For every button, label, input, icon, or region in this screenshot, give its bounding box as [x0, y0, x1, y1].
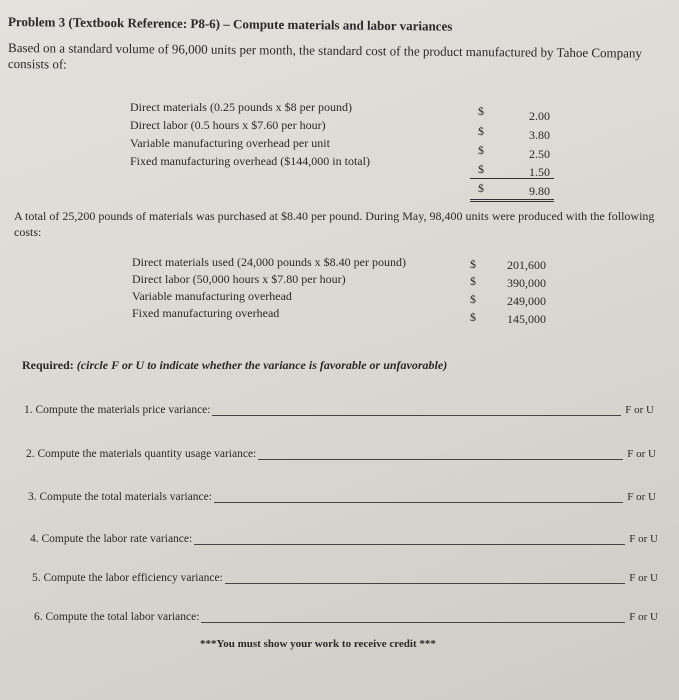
question-row: [26, 448, 656, 460]
std-total-amount: 9.80: [529, 184, 550, 198]
intro-text: Based on a standard volume of 96,000 units per month, the standard cost of the product manufactured by Tahoe Company consists of:: [7, 40, 643, 72]
act-row-label: Fixed manufacturing overhead: [132, 306, 280, 320]
question-number: 4.: [30, 533, 39, 545]
std-row-amount: 2.00: [529, 109, 550, 123]
question-number: 2.: [26, 448, 35, 460]
favorable-unfavorable-choice[interactable]: F or U: [627, 491, 656, 503]
question-number: 6.: [34, 611, 43, 623]
std-row-label: Variable manufacturing overhead per unit: [130, 136, 330, 150]
act-row-dollar: $: [470, 274, 476, 288]
question-number: 3.: [28, 491, 37, 503]
question-number: 5.: [32, 572, 41, 584]
act-row-label: Direct labor (50,000 hours x $7.80 per hour): [132, 272, 346, 286]
act-row-dollar: $: [470, 292, 476, 306]
required-label: Required:: [22, 358, 74, 372]
std-row-dollar: $: [478, 162, 484, 176]
question-text: Compute the materials price variance:: [35, 404, 211, 416]
question-row: [28, 491, 656, 503]
favorable-unfavorable-choice[interactable]: F or U: [627, 448, 656, 460]
act-row-dollar: $: [470, 310, 476, 324]
act-row-amount: 390,000: [507, 276, 546, 290]
act-row-amount: 201,600: [507, 258, 546, 272]
std-row-dollar: $: [478, 124, 484, 138]
std-row-label: Direct materials (0.25 pounds x $8 per pound): [130, 100, 352, 114]
required-instructions: [22, 358, 447, 373]
question-row: [24, 404, 654, 416]
question-row: [30, 533, 658, 545]
question-number: 1.: [24, 404, 33, 416]
total-double-rule: [470, 199, 554, 202]
act-row-amount: 249,000: [507, 294, 546, 308]
std-row-amount: 2.50: [529, 147, 550, 161]
subtotal-rule: [470, 178, 554, 179]
act-row-dollar: $: [470, 257, 476, 271]
answer-line[interactable]: [214, 492, 623, 503]
question-row: [32, 572, 658, 584]
favorable-unfavorable-choice[interactable]: F or U: [629, 533, 658, 545]
answer-line[interactable]: [225, 573, 626, 584]
answer-line[interactable]: [201, 612, 625, 623]
act-row-amount: 145,000: [507, 312, 546, 326]
question-row: [34, 611, 658, 623]
act-row-label: Direct materials used (24,000 pounds x $8.40 per pound): [132, 255, 406, 269]
favorable-unfavorable-choice[interactable]: F or U: [629, 572, 658, 584]
std-row-amount: 3.80: [529, 128, 550, 142]
question-text: Compute the labor rate variance:: [41, 533, 193, 545]
answer-line[interactable]: [258, 449, 623, 460]
question-text: Compute the materials quantity usage variance:: [37, 448, 257, 460]
std-row-dollar: $: [478, 143, 484, 157]
std-row-dollar: $: [478, 104, 484, 118]
favorable-unfavorable-choice[interactable]: F or U: [625, 404, 654, 416]
answer-line[interactable]: [194, 534, 625, 545]
question-text: Compute the total materials variance:: [39, 491, 212, 503]
problem-title: Problem 3 (Textbook Reference: P8-6) – Compute materials and labor variances: [7, 14, 453, 34]
favorable-unfavorable-choice[interactable]: F or U: [629, 611, 658, 623]
std-row-label: Fixed manufacturing overhead ($144,000 in total): [130, 154, 370, 168]
required-note: (circle F or U to indicate whether the variance is favorable or unfavorable): [76, 358, 448, 372]
question-text: Compute the labor efficiency variance:: [43, 572, 223, 584]
credit-note: ***You must show your work to receive credit ***: [200, 638, 436, 650]
std-row-amount: 1.50: [529, 165, 550, 179]
act-row-label: Variable manufacturing overhead: [132, 289, 292, 303]
std-row-label: Direct labor (0.5 hours x $7.60 per hour): [130, 118, 326, 132]
std-total-dollar: $: [478, 181, 484, 195]
purchase-paragraph: A total of 25,200 pounds of materials was purchased at $8.40 per pound. During May, 98,400 units were produced with the following costs:: [14, 209, 655, 239]
answer-line[interactable]: [212, 405, 621, 416]
question-text: Compute the total labor variance:: [45, 611, 200, 623]
